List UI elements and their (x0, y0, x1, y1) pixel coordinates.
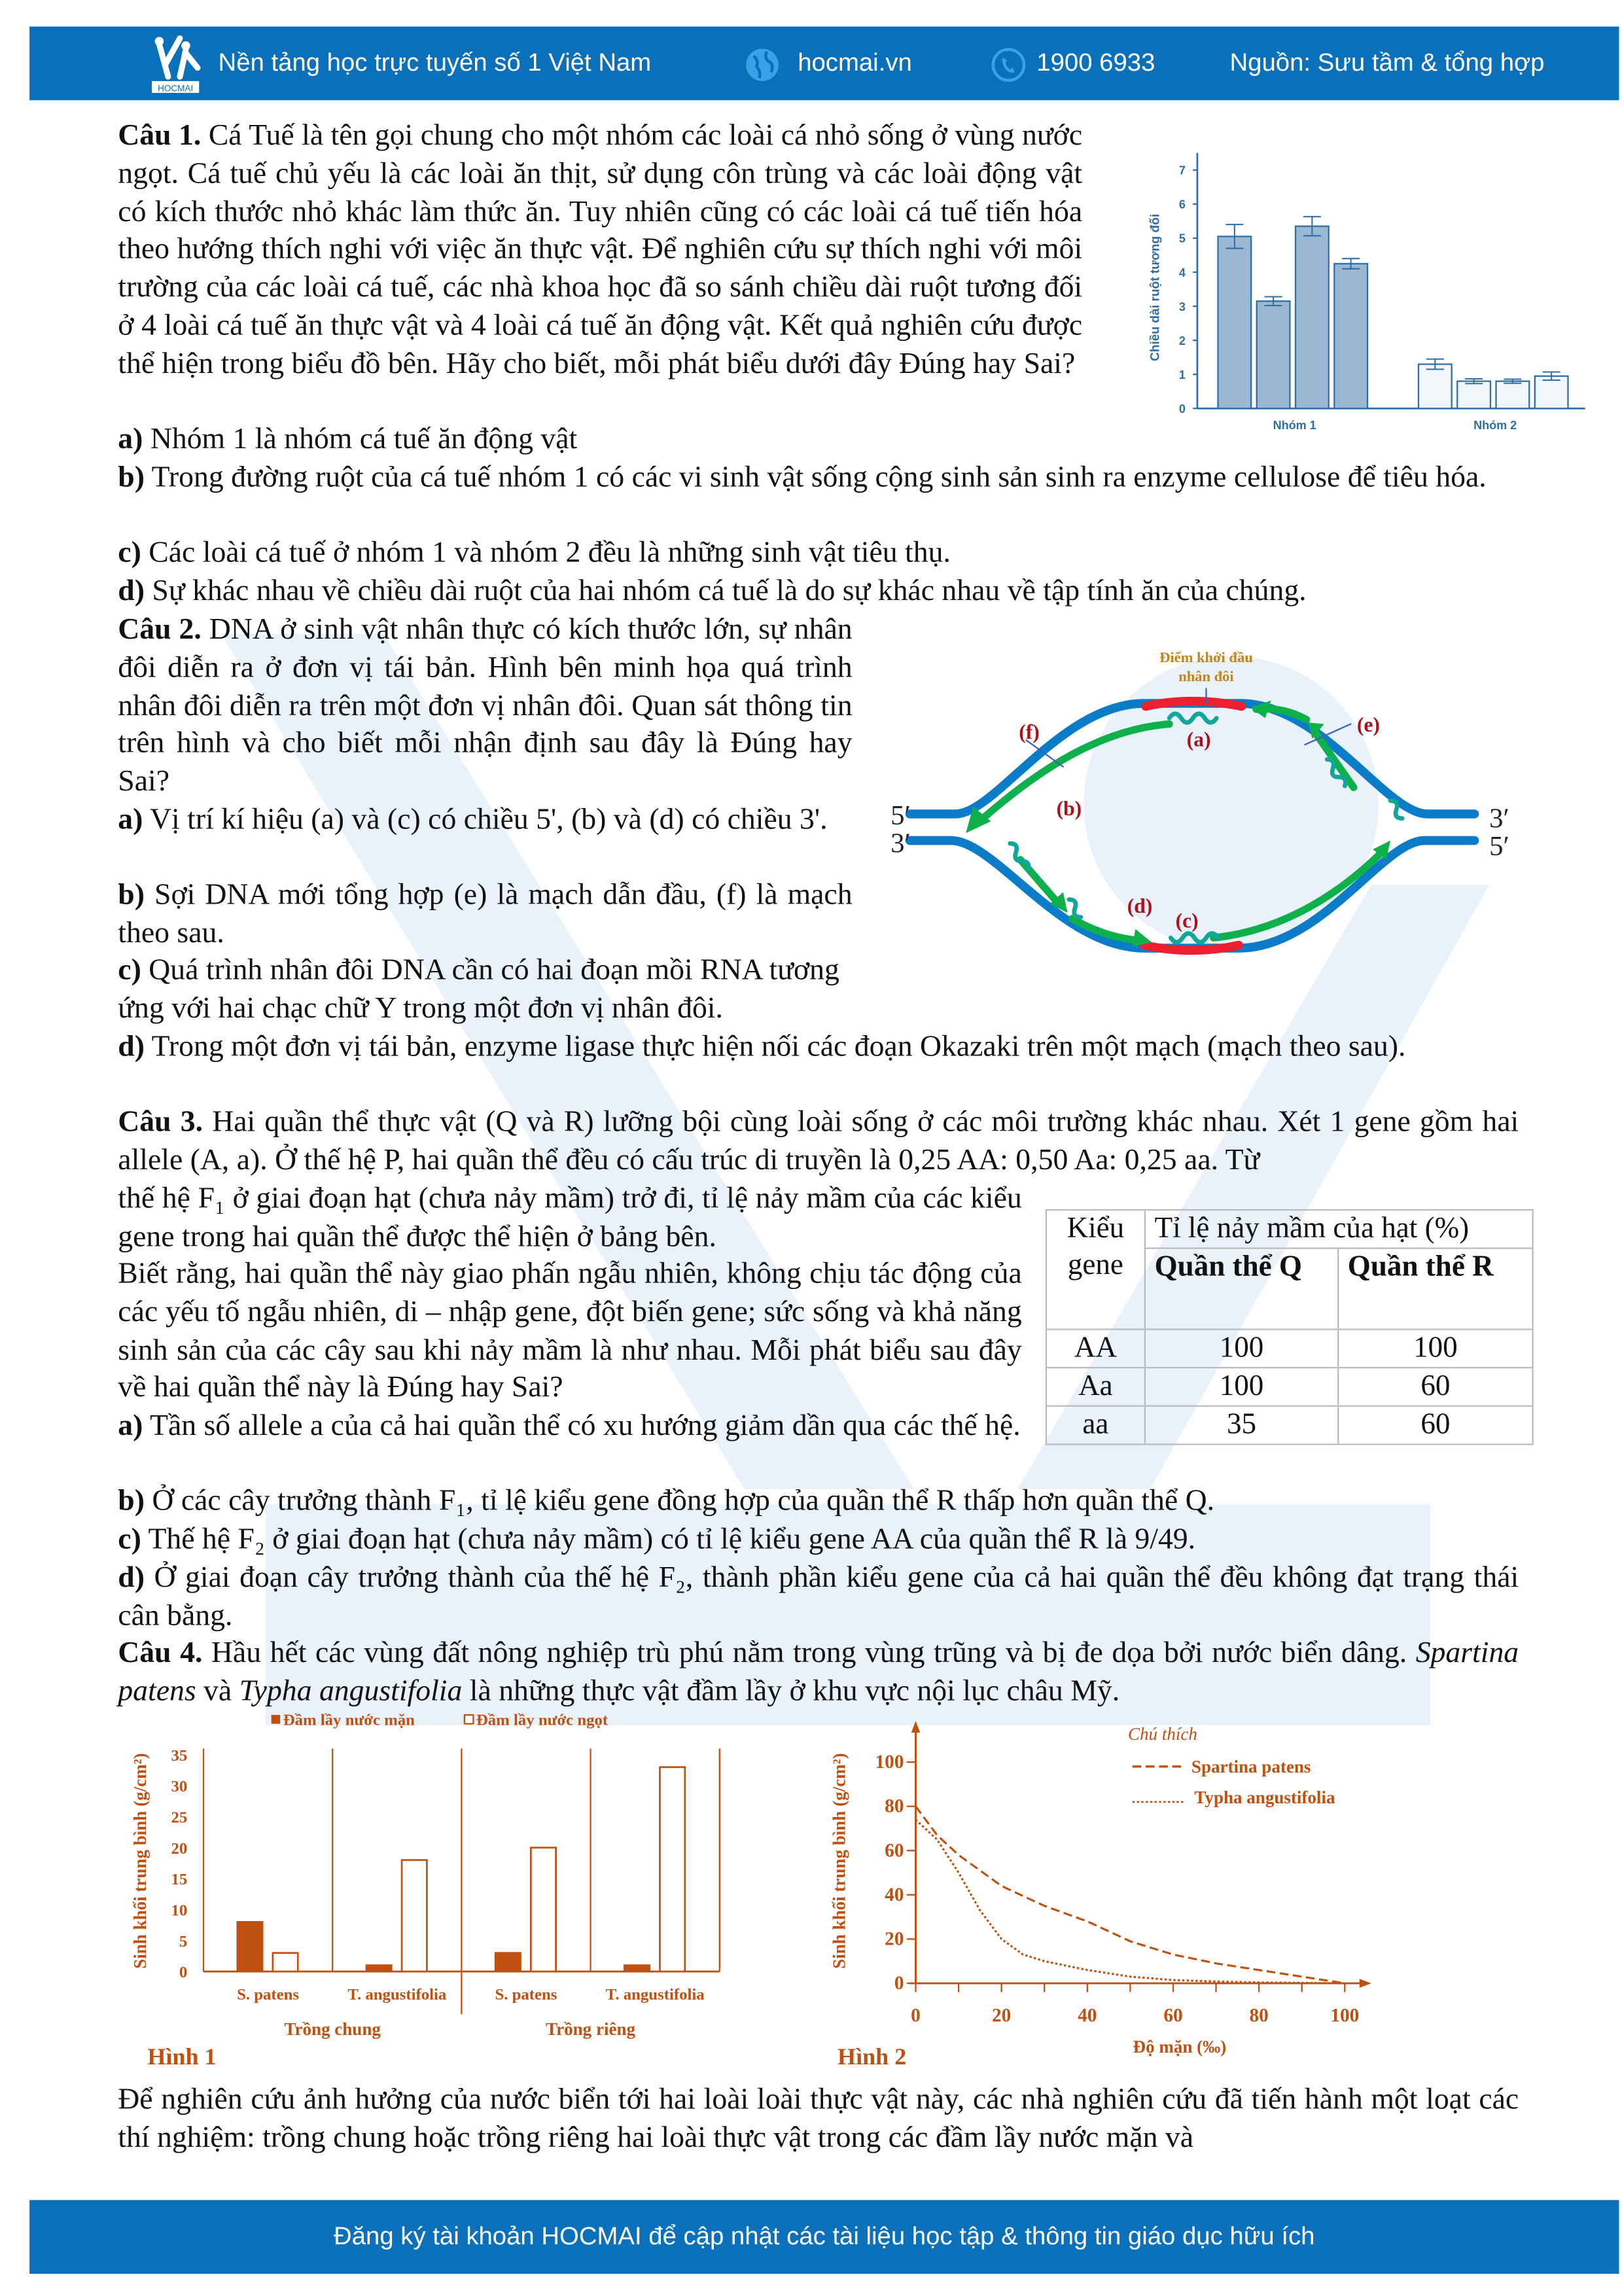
strand-end-label: 3′ (1489, 803, 1509, 834)
statement-text: Ở các cây trưởng thành F₁, tỉ lệ kiểu gene đồng hợp của quần thể R thấp hơn quần thể Q. (152, 1485, 1215, 1517)
label-e: (e) (1356, 713, 1380, 736)
dna-replication-diagram (890, 649, 1509, 951)
legend-label: Spartina patens (1191, 1756, 1311, 1776)
question-text: DNA ở sinh vật nhân thực có kích thước lớn, sự nhân đôi diễn ra ở đơn vị tái bản. Hình bên minh họa quá trình nhân đôi diễn ra trên một đơn vị nhân đôi. Quan sát thông tin trên hình và cho biết mỗi nhận định sau đây là Đúng hay Sai? (118, 613, 853, 798)
gut-length-chart (1148, 153, 1585, 432)
y-tick-label: 100 (875, 1752, 904, 1773)
y-tick-label: 20 (171, 1839, 188, 1858)
table-header-r: Quần thể R (1338, 1248, 1532, 1330)
question-text: Biết rằng, hai quần thể này giao phấn ngẫu nhiên, không chịu tác động của các yếu tố ngẫu nhiên, di – nhập gene, đột biến gene; sức sống và khả năng sinh sản của các cây sau khi nảy mầm là như nhau. Mỗi phát biểu sau đây về hai quần thể này là Đúng hay Sai? (118, 1258, 1022, 1404)
y-tick-label: 25 (171, 1809, 188, 1827)
group-label: Trồng chung (284, 2019, 381, 2039)
series-line (915, 1807, 1345, 1983)
question-label: Câu 4. (118, 1636, 203, 1670)
bar (238, 1922, 262, 1971)
species-name: Typha angustifolia (239, 1674, 463, 1708)
x-axis-arrow-icon (1360, 1979, 1371, 1988)
category-label: S. patens (237, 1985, 300, 2004)
cell-genotype: Aa (1046, 1368, 1145, 1406)
question-label: Câu 2. (118, 613, 202, 646)
statement-text: Nhóm 1 là nhóm cá tuế ăn động vật (150, 423, 578, 456)
question-label: Câu 1. (118, 119, 202, 152)
y-tick-label: 2 (1178, 334, 1186, 347)
cell-q: 100 (1145, 1330, 1338, 1368)
statement-text: Tần số allele a của cả hai quần thể có xu hướng giảm dần qua các thế hệ. (150, 1409, 1021, 1443)
y-tick-label: 5 (179, 1932, 188, 1951)
legend-label: Đầm lầy nước mặn (283, 1711, 415, 1729)
question-text: thế hệ F₁ ở giai đoạn hạt (chưa nảy mầm) trở đi, tỉ lệ nảy mầm của các kiểu gene trong hai quần thể được thể hiện ở bảng bên. (118, 1182, 1022, 1253)
origin-label: nhân đôi (1178, 668, 1234, 685)
x-tick-label: 0 (911, 2005, 921, 2026)
bar (1218, 236, 1251, 408)
y-tick-label: 1 (1178, 368, 1186, 381)
category-label: Nhóm 2 (1473, 418, 1517, 432)
primer-a (1169, 714, 1216, 723)
statement-label: b) (118, 879, 145, 911)
statement-label: a) (118, 423, 143, 456)
label-d: (d) (1127, 894, 1153, 917)
question-text: là những thực vật đầm lầy ở khu vực nội lục châu Mỹ. (462, 1674, 1120, 1708)
statement-label: d) (118, 1561, 145, 1595)
question-label: Câu 3. (118, 1106, 203, 1139)
bar (495, 1953, 520, 1971)
statement-text: Sự khác nhau về chiều dài ruột của hai nhóm cá tuế là do sự khác nhau về tập tính ăn của chúng. (152, 574, 1307, 608)
category-label: Nhóm 1 (1273, 418, 1316, 432)
y-tick-label: 7 (1178, 164, 1186, 177)
bar (1296, 226, 1329, 409)
new-strand-c (1214, 851, 1383, 938)
legend-label: Typha angustifolia (1194, 1788, 1335, 1808)
statement-text: Các loài cá tuế ở nhóm 1 và nhóm 2 đều là những sinh vật tiêu thụ. (149, 537, 951, 569)
y-tick-label: 5 (1178, 232, 1186, 245)
species-name: Spartina patens (118, 1636, 1519, 1708)
statement-label: a) (118, 1409, 143, 1443)
statement-label: b) (118, 461, 145, 494)
header-text: Kiểu (1067, 1212, 1125, 1245)
strand-end-label: 5′ (890, 800, 911, 831)
footer-text[interactable]: Đăng ký tài khoản HOCMAI để cập nhật các tài liệu học tập & thông tin giáo dục hữu ích (334, 2222, 1315, 2250)
x-tick-label: 40 (1078, 2005, 1097, 2026)
website-link[interactable]: hocmai.vn (798, 48, 912, 77)
figure-label: Hình 1 (147, 2043, 217, 2070)
cell-genotype: aa (1046, 1406, 1145, 1445)
bar (273, 1953, 298, 1971)
y-tick-label: 15 (171, 1871, 188, 1889)
statement-label: b) (118, 1485, 145, 1517)
cell-r: 60 (1338, 1406, 1532, 1445)
strand-end-label: 3′ (890, 828, 911, 859)
category-label: T. angustifolia (347, 1985, 447, 2004)
y-tick-label: 10 (171, 1901, 188, 1920)
biomass-salinity-chart (829, 1721, 1371, 2070)
hotline[interactable]: 1900 6933 (1036, 48, 1155, 77)
category-label: T. angustifolia (605, 1985, 705, 2004)
statement-text: Ở giai đoạn cây trưởng thành của thế hệ F₂, thành phần kiểu gene của cả hai quần thể đều không đạt trạng thái cân bằng. (118, 1561, 1519, 1633)
statement-text: Quá trình nhân đôi DNA cần có hai đoạn mồi RNA tương ứng với hai chạc chữ Y trong một đơn vị nhân đôi. (118, 954, 839, 1025)
statement-label: d) (118, 1031, 145, 1063)
statement-label: c) (118, 537, 141, 569)
origin-top (1146, 701, 1241, 707)
footer-bar (29, 2200, 1619, 2274)
y-tick-label: 4 (1178, 266, 1186, 279)
header-text: gene (1067, 1248, 1123, 1282)
legend-swatch (465, 1715, 474, 1724)
question-text: và (196, 1674, 239, 1708)
x-tick-label: 60 (1163, 2005, 1183, 2026)
x-axis-label: Độ mặn (‰) (1133, 2037, 1227, 2057)
cell-q: 35 (1145, 1406, 1338, 1445)
legend-swatch (272, 1715, 281, 1724)
table-header-group: Tỉ lệ nảy mầm của hạt (%) (1145, 1210, 1533, 1248)
group-label: Trồng riêng (546, 2019, 636, 2039)
bar (366, 1966, 391, 1971)
cell-r: 100 (1338, 1330, 1532, 1368)
y-tick-label: 80 (885, 1795, 904, 1817)
y-tick-label: 35 (171, 1746, 188, 1765)
y-tick-label: 60 (885, 1840, 904, 1862)
bar (1535, 376, 1568, 408)
statement-label: a) (118, 804, 143, 836)
bar (1457, 381, 1490, 409)
y-tick-label: 40 (885, 1884, 904, 1905)
y-tick-label: 0 (179, 1964, 188, 1982)
y-tick-label: 20 (885, 1928, 904, 1950)
y-axis-label: Sinh khối trung bình (g/cm²) (130, 1753, 150, 1969)
y-axis-label: Sinh khối trung bình (g/cm²) (829, 1753, 849, 1969)
logo-text: HOCMAI (158, 83, 194, 94)
figure-label: Hình 2 (837, 2043, 907, 2070)
y-axis-arrow-icon (911, 1721, 921, 1733)
label-a: (a) (1186, 728, 1211, 751)
statement-text: Vị trí kí hiệu (a) và (c) có chiều 5', (b) và (d) có chiều 3'. (150, 804, 828, 836)
y-tick-label: 30 (171, 1778, 188, 1796)
question-text: Để nghiên cứu ảnh hưởng của nước biển tới hai loài loài thực vật này, các nhà nghiên cứu đã tiến hành một loạt các thí nghiệm: trồng chung hoặc trồng riêng hai loài thực vật trong các đầm lầy nước mặn và (118, 2083, 1519, 2154)
x-tick-label: 100 (1330, 2005, 1360, 2026)
legend-label: Đầm lầy nước ngọt (476, 1711, 608, 1729)
bar (660, 1767, 684, 1971)
bar (1419, 364, 1452, 409)
question-text: Hai quần thể thực vật (Q và R) lưỡng bội cùng loài sống ở các môi trường khác nhau. Xét 1 gene gồm hai allele (A, a). Ở thế hệ P, hai quần thể đều có cấu trúc di truyền là 0,25 AA: 0,50 Aa: 0,25 aa. Từ (118, 1106, 1519, 1176)
bar (402, 1860, 427, 1971)
x-tick-label: 80 (1249, 2005, 1269, 2026)
statement-text: Thế hệ F₂ ở giai đoạn hạt (chưa nảy mầm) có tỉ lệ kiểu gene AA của quần thể R là 9/49. (148, 1523, 1196, 1556)
slogan: Nền tảng học trực tuyến số 1 Việt Nam (218, 48, 652, 77)
cell-r: 60 (1338, 1368, 1532, 1406)
series-line (915, 1820, 1345, 1983)
origin-bottom (1144, 945, 1239, 951)
x-tick-label: 20 (992, 2005, 1012, 2026)
origin-label: Điểm khởi đầu (1159, 648, 1253, 665)
statement-text: Trong một đơn vị tái bản, enzyme ligase thực hiện nối các đoạn Okazaki trên một mạch (mạch theo sau). (151, 1031, 1406, 1063)
statement-text: Trong đường ruột của cá tuế nhóm 1 có các vi sinh vật sống cộng sinh sản sinh ra enzyme cellulose để tiêu hóa. (151, 461, 1487, 494)
strand-end-label: 5′ (1489, 831, 1509, 862)
y-tick-label: 3 (1178, 300, 1186, 313)
question-text: Hầu hết các vùng đất nông nghiệp trù phú nằm trong vùng trũng và bị đe dọa bởi nước biển dâng. (211, 1636, 1407, 1670)
category-label: S. patens (495, 1985, 557, 2004)
label-c: (c) (1175, 909, 1199, 932)
primer-d2 (1069, 900, 1081, 917)
cell-genotype: AA (1046, 1330, 1145, 1368)
y-tick-label: 6 (1178, 198, 1186, 211)
legend-title: Chú thích (1128, 1724, 1197, 1744)
y-tick-label: 0 (894, 1973, 904, 1994)
label-f: (f) (1019, 720, 1040, 744)
statement-text: Sợi DNA mới tổng hợp (e) là mạch dẫn đầu, (f) là mạch theo sau. (118, 879, 853, 949)
source-note: Nguồn: Sưu tầm & tổng hợp (1229, 48, 1545, 77)
bar (1257, 301, 1290, 408)
biomass-bar-chart (130, 1712, 720, 2070)
statement-label: c) (118, 954, 141, 987)
bar (1496, 381, 1530, 409)
cell-q: 100 (1145, 1368, 1338, 1406)
statement-label: c) (118, 1523, 141, 1556)
bar (531, 1848, 555, 1971)
question-text: Cá Tuế là tên gọi chung cho một nhóm các loài cá nhỏ sống ở vùng nước ngọt. Cá tuế chủ yếu là các loài ăn thịt, sử dụng côn trùng và các loài động vật có kích thước nhỏ khác làm thức ăn. Tuy nhiên cũng có các loài cá tuế tiến hóa theo hướng thích nghi với việc ăn thực vật. Để nghiên cứu sự thích nghi với môi trường của các loài cá tuế, các nhà khoa học đã so sánh chiều dài ruột tương đối ở 4 loài cá tuế ăn thực vật và 4 loài cá tuế ăn động vật. Kết quả nghiên cứu được thể hiện trong biểu đồ bên. Hãy cho biết, mỗi phát biểu dưới đây Đúng hay Sai? (118, 119, 1083, 380)
label-b: (b) (1056, 797, 1082, 821)
y-tick-label: 0 (1178, 402, 1186, 416)
bar (1334, 264, 1367, 408)
bar (624, 1966, 649, 1971)
statement-label: d) (118, 574, 145, 608)
table-header-q: Quần thể Q (1145, 1248, 1338, 1330)
y-axis-label: Chiều dài ruột tương đối (1148, 213, 1163, 362)
